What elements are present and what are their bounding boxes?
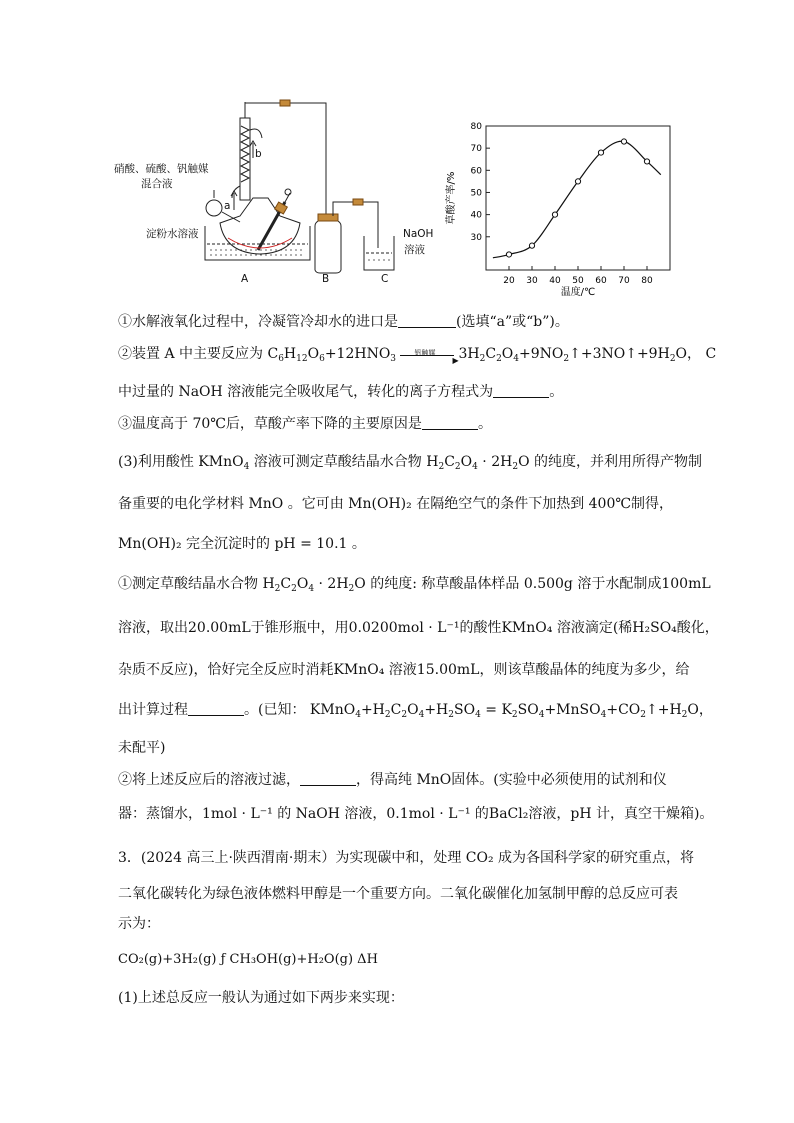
question-3-line3: 示为： <box>118 916 160 932</box>
question-2 <box>118 344 716 364</box>
s1-text-a: ①测定草酸结晶水合物 <box>118 576 258 592</box>
data-point <box>506 252 511 257</box>
p3-text-c: 的纯度，并利用所得产物制 <box>534 454 702 470</box>
question-3-sub1: (1)上述总反应一般认为通过如下两步来实现： <box>118 990 404 1006</box>
q3-text: ③温度高于 70℃后，草酸产率下降的主要原因是 <box>118 416 422 432</box>
y-tick-label: 60 <box>470 166 482 177</box>
x-tick-label: 60 <box>595 276 607 286</box>
x-tick-label: 80 <box>641 276 653 286</box>
sub-2-line1 <box>118 770 667 790</box>
label-naoh-solution: 溶液 <box>404 244 425 256</box>
label-device-C: C <box>381 273 389 285</box>
data-point <box>621 139 626 144</box>
sub-2-line2: 器：蒸馏水，1mol · L⁻¹ 的 NaOH 溶液，0.1mol · L⁻¹ 的BaCl₂溶液，pH 计，真空干燥箱)。 <box>118 806 714 822</box>
question-2-line2 <box>118 382 563 402</box>
x-tick-label: 30 <box>526 276 538 286</box>
question-3-line2: 二氧化碳转化为绿色液体燃料甲醇是一个重要方向。二氧化碳催化加氢制甲醇的总反应可表 <box>118 886 678 902</box>
x-tick-label: 20 <box>503 276 515 286</box>
q2-text: ②装置 A 中主要反应为 <box>118 346 264 362</box>
y-tick-label: 70 <box>470 144 482 155</box>
x-axis-label: 温度/℃ <box>560 287 596 298</box>
data-point <box>598 150 603 155</box>
label-inlet-b: b <box>255 148 262 160</box>
series-line <box>493 141 661 258</box>
label-inlet-a: a <box>224 200 231 212</box>
part-3-line2: 备重要的电化学材料 MnO 。它可由 Mn(OH)₂ 在隔绝空气的条件下加热到 400℃制得， <box>118 496 674 512</box>
question-3-line1: 3．(2024 高三上·陕西渭南·期末）为实现碳中和，处理 CO₂ 成为各国科学家的研究重点，将 <box>118 850 695 866</box>
known-equation: $KMnO_4+H_2C_2O_4+H_2SO_4$ = $K_2SO_4+MnSO_4+CO_2↑+H_2O$， <box>309 702 713 720</box>
data-point <box>644 159 649 164</box>
answer-blank <box>422 415 478 430</box>
q1-text: ①水解液氧化过程中，冷凝管冷却水的进口是 <box>118 314 398 330</box>
p3-text-b: 溶液可测定草酸结晶水合物 <box>253 454 422 470</box>
y-tick-label: 80 <box>470 122 482 132</box>
s1-text-e: 。(已知： <box>244 702 306 718</box>
answer-blank <box>398 313 456 328</box>
label-device-B: B <box>322 273 330 285</box>
q1-hint: (选填“a”或“b”)。 <box>456 314 569 330</box>
sub-1-line3: 杂质不反应)，恰好完全反应时消耗KMnO₄ 溶液15.00mL，则该草酸晶体的纯度为多少，给 <box>118 662 690 678</box>
catalyst-arrow: 钒触媒 ▶ <box>400 347 458 361</box>
data-point <box>529 243 534 248</box>
end-mark: 。 <box>477 416 492 432</box>
yield-temperature-chart <box>446 120 680 298</box>
part-3-line1: (3)利用酸性 KMnO$_4$ 溶液可测定草酸结晶水合物 $H_2C_2O_4 \cdot 2H_2O$ 的纯度，并利用所得产物制 <box>118 454 702 472</box>
s1-text-c: 溶于水配制成100mL <box>577 576 711 592</box>
answer-blank <box>188 701 244 716</box>
q2-tail: ， C <box>687 346 717 362</box>
label-device-A: A <box>241 273 249 285</box>
answer-blank <box>493 383 549 398</box>
sub-1-line1: ①测定草酸结晶水合物 $H_2C_2O_4 \cdot 2H_2O$ 的纯度: 称草酸晶体样品 0.500g 溶于水配制成100mL <box>118 576 711 594</box>
s1-text-d: 出计算过程 <box>118 702 188 718</box>
q2-text-2: 中过量的 NaOH 溶液能完全吸收尾气，转化的离子方程式为 <box>118 384 494 400</box>
overall-equation: CO₂(g)+3H₂(g) ƒ CH₃OH(g)+H₂O(g) ΔH <box>118 952 378 967</box>
sub-1-line5: 未配平) <box>118 740 166 756</box>
data-point <box>575 179 580 184</box>
y-tick-label: 50 <box>470 188 482 199</box>
y-tick-label: 30 <box>470 232 482 243</box>
sample-mass: 0.500g <box>523 576 573 592</box>
question-3 <box>118 414 492 434</box>
x-tick-label: 70 <box>618 276 630 286</box>
question-1 <box>118 312 569 332</box>
y-tick-label: 40 <box>470 210 482 221</box>
sub-1-line2: 溶液，取出20.00mL于锥形瓶中，用0.0200mol · L⁻¹的酸性KMnO₄ 溶液滴定(稀H₂SO₄酸化， <box>118 620 719 636</box>
apparatus-diagram <box>110 98 440 290</box>
x-tick-label: 50 <box>572 276 584 286</box>
label-catalyst-mixture: 硝酸、硫酸、钒触媒 <box>114 163 209 175</box>
data-point <box>552 212 557 217</box>
reaction-equation: $C_6H_{12}O_6+12HNO_3$ 钒触媒 ▶ $3H_2C_2O_4+9NO_2↑+3NO↑+9H_2O$ <box>267 346 688 365</box>
end-mark: 。 <box>549 384 564 400</box>
part-3-line3: Mn(OH)₂ 完全沉淀时的 pH = 10.1 。 <box>118 536 366 552</box>
p3-text-a: (3)利用酸性 <box>118 454 194 470</box>
label-mixed-solution: 混合液 <box>141 178 173 190</box>
bottle-B <box>315 220 341 273</box>
label-starch-solution: 淀粉水溶液 <box>146 228 199 240</box>
answer-blank <box>300 771 356 786</box>
s2-text-b: ，得高纯 MnO固体。(实验中必须使用的试剂和仪 <box>356 772 667 788</box>
s2-text-a: ②将上述反应后的溶液过滤， <box>118 772 300 788</box>
plot-frame <box>486 126 670 270</box>
y-axis-label: 草酸产率/% <box>446 171 457 225</box>
label-naoh: NaOH <box>403 228 434 240</box>
x-tick-label: 40 <box>549 276 561 286</box>
sub-1-line4 <box>118 700 713 720</box>
s1-text-b: 的纯度: 称草酸晶体样品 <box>370 576 520 592</box>
